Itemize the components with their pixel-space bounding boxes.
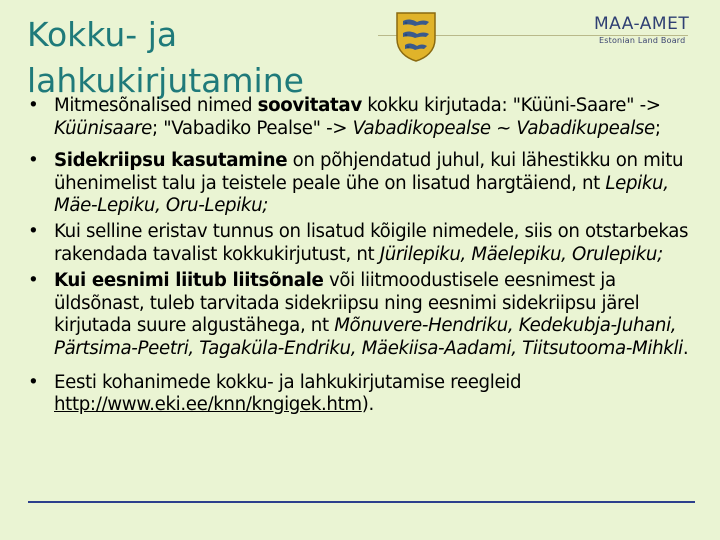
bullet-item [28,270,708,360]
bullet-bold-text: Kui eesnimi liitub liitsõnale [54,270,324,292]
bullet-text: kokku kirjutada: "Küüni-Saare" -> [361,95,661,116]
bullet-example: Mõnuvere-Hendriku, Kedekubja-Juhani, Pärtsima-Peetri, Tagaküla-Endriku, Mäekiisa-Aadami, Tiitsutooma-Mihkli [54,315,683,359]
bullet-example: Jürilepiku, Mäelepiku, Orulepiku; [379,243,663,265]
bullet-item [28,221,708,266]
bullet-item [28,372,708,417]
bullet-bold-text: Sidekriipsu kasutamine [54,150,288,172]
bullet-example: Lepiku, Mäe-Lepiku, Oru-Lepiku; [54,172,669,217]
bullet-text: ; "Vabadiko Pealse" -> [152,117,353,139]
slide-title [27,12,367,104]
bullet-text: Eesti kohanimede kokku- ja lahkukirjutamise reegleid [54,371,522,393]
bullet-text: ; [654,117,661,139]
bullet-item [28,95,708,140]
bullet-example: Vabadikopealse ~ Vabadikupealse [352,117,655,139]
bullet-text: on põhjendatud juhul, kui lähestikku on mitu ühenimelist talu ja teistele peale ühe on lisatud hargtäiend, nt [54,150,684,194]
bullet-text: või liitmoodustisele eesnimest ja üldsõnast, tuleb tarvitada sidekriipsu ning eesnimi sidekriipsu järel kirjutada suure algustähega, nt [54,270,640,337]
rules-link[interactable]: http://www.eki.ee/knn/kngigek.htm [54,394,362,416]
maa-amet-logo [560,10,710,50]
bullet-text: Mitmesõnalised nimed [54,95,258,116]
bullet-bold-text: soovitatav [257,95,362,116]
bullet-text: . [682,337,689,359]
logo-name: MAA-AMET [594,14,690,34]
title-line-1: Kokku- ja [27,15,178,54]
coat-of-arms-icon [394,11,438,63]
bullet-example: Küünisaare [54,117,153,139]
footer-divider [28,501,695,503]
bullet-item [28,150,708,218]
logo-subtitle: Estonian Land Board [599,36,686,45]
bullet-list [28,95,708,417]
title-line-2: lahkukirjutamine [27,61,304,100]
bullet-text: ). [361,394,374,416]
bullet-text: Kui selline eristav tunnus on lisatud kõigile nimedele, siis on otstarbekas rakendada tavalist kokkukirjutust, nt [54,220,689,265]
